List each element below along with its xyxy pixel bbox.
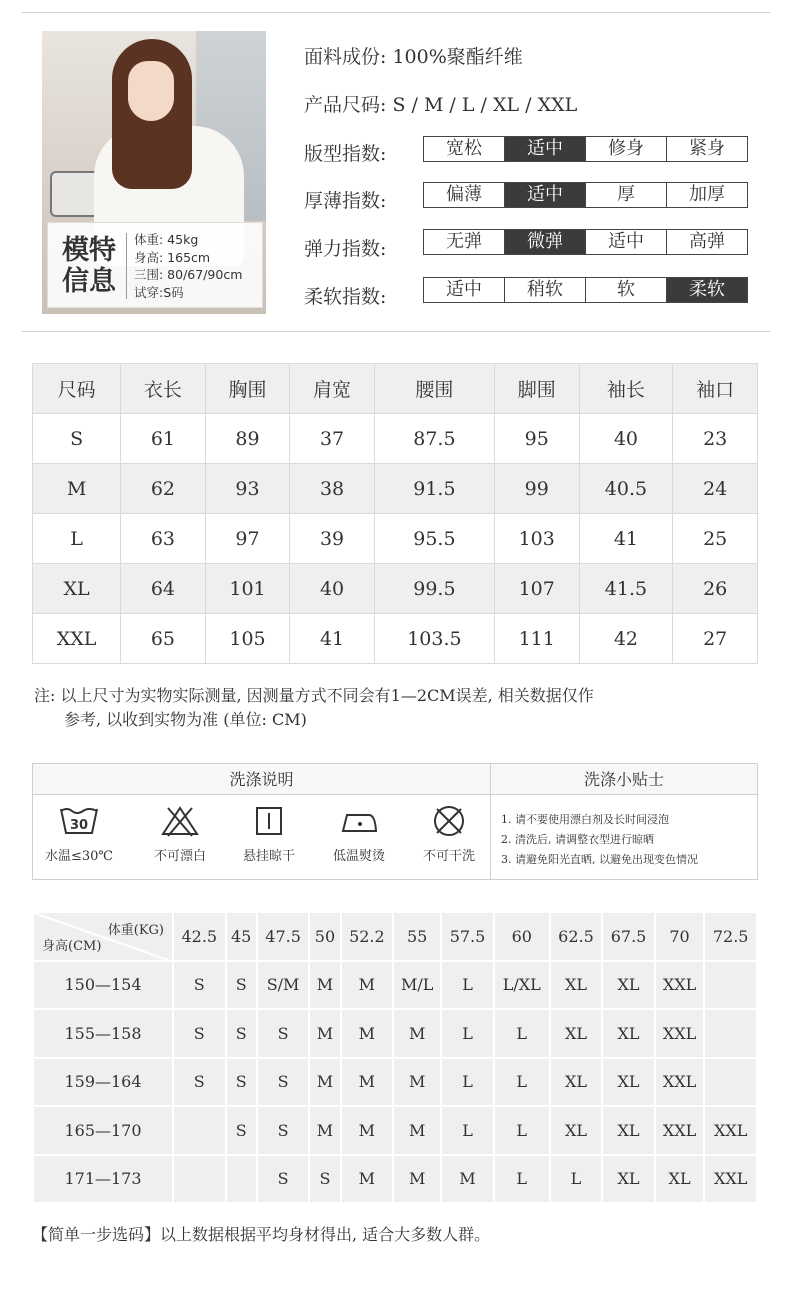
table-cell: XL bbox=[33, 564, 121, 614]
model-info-title: 模特 信息 bbox=[62, 235, 116, 297]
size-cell: XXL bbox=[655, 1009, 704, 1058]
size-cell: XL bbox=[550, 1058, 603, 1107]
softness-option: 软 bbox=[585, 278, 666, 302]
weight-cell: 52.2 bbox=[341, 912, 394, 961]
wash-item-label: 水温≤30℃ bbox=[45, 849, 113, 864]
height-cell: 159—164 bbox=[33, 1058, 173, 1107]
footer-note: 【简单一步选码】以上数据根据平均身材得出, 适合大多数人群。 bbox=[32, 1225, 491, 1244]
size-cell: L bbox=[494, 1009, 550, 1058]
table-cell: XXL bbox=[33, 614, 121, 664]
size-cell bbox=[173, 1106, 226, 1155]
washing-tips bbox=[501, 810, 698, 870]
table-row bbox=[33, 1155, 757, 1204]
fit-option: 修身 bbox=[585, 137, 666, 161]
table-cell: 39 bbox=[290, 514, 375, 564]
table-cell: 93 bbox=[205, 464, 290, 514]
size-cell: XL bbox=[602, 1009, 655, 1058]
product-sizes: 产品尺码: S / M / L / XL / XXL bbox=[304, 94, 578, 116]
table-row bbox=[33, 414, 758, 464]
table-cell: 41 bbox=[579, 514, 673, 564]
elasticity-option-selected: 微弹 bbox=[504, 230, 585, 254]
weight-cell: 67.5 bbox=[602, 912, 655, 961]
header-cell: 尺码 bbox=[33, 364, 121, 414]
thickness-option: 厚 bbox=[585, 183, 666, 207]
table-cell: 27 bbox=[673, 614, 758, 664]
wash-item bbox=[134, 805, 226, 864]
weight-cell: 47.5 bbox=[257, 912, 310, 961]
fit-option-selected: 适中 bbox=[504, 137, 585, 161]
size-cell: M bbox=[309, 1058, 340, 1107]
table-cell: 61 bbox=[121, 414, 206, 464]
size-cell: M bbox=[341, 1058, 394, 1107]
size-cell bbox=[704, 961, 757, 1010]
table-cell: S bbox=[33, 414, 121, 464]
size-cell bbox=[173, 1155, 226, 1204]
weight-height-chart bbox=[32, 911, 758, 1204]
size-cell: S bbox=[226, 1058, 257, 1107]
table-row bbox=[33, 1058, 757, 1107]
table-cell: M bbox=[33, 464, 121, 514]
no-bleach-icon bbox=[160, 805, 200, 837]
thickness-option-selected: 适中 bbox=[504, 183, 585, 207]
size-cell: XL bbox=[602, 1155, 655, 1204]
fit-index-scale bbox=[423, 136, 748, 162]
size-cell: L bbox=[550, 1155, 603, 1204]
size-cell: S bbox=[309, 1155, 340, 1204]
section-divider bbox=[22, 331, 770, 332]
size-cell bbox=[704, 1009, 757, 1058]
model-info-box bbox=[47, 222, 263, 308]
model-info-details bbox=[134, 231, 242, 301]
size-cell: M bbox=[309, 961, 340, 1010]
table-cell: 38 bbox=[290, 464, 375, 514]
size-cell: XL bbox=[550, 1009, 603, 1058]
size-cell: XXL bbox=[655, 1106, 704, 1155]
table-cell: 97 bbox=[205, 514, 290, 564]
table-cell: 24 bbox=[673, 464, 758, 514]
weight-cell: 55 bbox=[393, 912, 441, 961]
header-cell: 肩宽 bbox=[290, 364, 375, 414]
size-cell: M bbox=[393, 1106, 441, 1155]
wash-item bbox=[33, 805, 125, 864]
model-fitting: 试穿:S码 bbox=[134, 284, 184, 300]
elasticity-option: 高弹 bbox=[666, 230, 747, 254]
fit-option: 宽松 bbox=[446, 138, 482, 159]
size-cell: L bbox=[441, 961, 494, 1010]
wash-30-icon bbox=[59, 805, 99, 837]
height-cell: 165—170 bbox=[33, 1106, 173, 1155]
header-cell: 袖长 bbox=[579, 364, 673, 414]
size-cell bbox=[704, 1058, 757, 1107]
header-cell: 衣长 bbox=[121, 364, 206, 414]
size-cell: XL bbox=[602, 1106, 655, 1155]
table-row bbox=[33, 464, 758, 514]
size-cell: S bbox=[257, 1009, 310, 1058]
elasticity-index-label: 弹力指数: bbox=[304, 238, 387, 260]
size-cell: M bbox=[393, 1058, 441, 1107]
table-row bbox=[33, 514, 758, 564]
softness-index-label: 柔软指数: bbox=[304, 286, 387, 308]
weight-cell: 57.5 bbox=[441, 912, 494, 961]
size-cell: S bbox=[226, 1106, 257, 1155]
table-cell: 105 bbox=[205, 614, 290, 664]
height-cell: 150—154 bbox=[33, 961, 173, 1010]
weight-cell: 70 bbox=[655, 912, 704, 961]
table-cell: 40.5 bbox=[579, 464, 673, 514]
size-cell: XXL bbox=[655, 1058, 704, 1107]
elasticity-index-scale bbox=[423, 229, 748, 255]
table-row bbox=[33, 564, 758, 614]
table-cell: 95 bbox=[494, 414, 579, 464]
size-cell: S bbox=[173, 1009, 226, 1058]
size-cell: M bbox=[393, 1009, 441, 1058]
table-cell: 87.5 bbox=[374, 414, 494, 464]
table-cell: 37 bbox=[290, 414, 375, 464]
top-divider bbox=[22, 12, 770, 13]
thickness-option: 偏薄 bbox=[446, 184, 482, 205]
wash-item-label: 低温熨烫 bbox=[332, 849, 385, 864]
size-cell: S bbox=[257, 1058, 310, 1107]
size-cell: XL bbox=[550, 1106, 603, 1155]
size-cell: S bbox=[257, 1155, 310, 1204]
size-cell: M bbox=[341, 961, 394, 1010]
softness-option-selected: 柔软 bbox=[666, 278, 747, 302]
table-cell: 41.5 bbox=[579, 564, 673, 614]
size-cell: L bbox=[494, 1155, 550, 1204]
chart-corner-cell bbox=[33, 912, 173, 961]
size-table bbox=[32, 363, 758, 664]
table-cell: 89 bbox=[205, 414, 290, 464]
washing-tip: 1. 请不要使用漂白剂及长时间浸泡 bbox=[501, 813, 669, 826]
table-cell: 40 bbox=[579, 414, 673, 464]
washing-tip: 2. 清洗后, 请调整衣型进行晾晒 bbox=[501, 833, 654, 846]
wash-item bbox=[313, 805, 405, 864]
table-cell: 103 bbox=[494, 514, 579, 564]
size-table-header bbox=[33, 364, 758, 414]
table-cell: L bbox=[33, 514, 121, 564]
table-cell: 41 bbox=[290, 614, 375, 664]
header-cell: 脚围 bbox=[494, 364, 579, 414]
size-cell: L bbox=[494, 1106, 550, 1155]
height-cell: 171—173 bbox=[33, 1155, 173, 1204]
table-cell: 25 bbox=[673, 514, 758, 564]
weight-cell: 45 bbox=[226, 912, 257, 961]
table-row bbox=[33, 614, 758, 664]
size-cell: XL bbox=[602, 961, 655, 1010]
elasticity-option: 无弹 bbox=[446, 231, 482, 252]
wash-item-label: 不可干洗 bbox=[422, 849, 475, 864]
table-cell: 23 bbox=[673, 414, 758, 464]
measurement-note-line2: 参考, 以收到实物为准 (单位: CM) bbox=[64, 710, 307, 729]
table-cell: 40 bbox=[290, 564, 375, 614]
weight-cell: 50 bbox=[309, 912, 340, 961]
table-cell: 64 bbox=[121, 564, 206, 614]
wash-item-label: 不可漂白 bbox=[153, 849, 206, 864]
softness-option: 适中 bbox=[446, 279, 482, 300]
size-cell bbox=[226, 1155, 257, 1204]
fit-index-label: 版型指数: bbox=[304, 143, 387, 165]
weight-cell: 60 bbox=[494, 912, 550, 961]
softness-index-scale bbox=[423, 277, 748, 303]
height-axis-label: 身高(CM) bbox=[42, 938, 102, 954]
table-cell: 65 bbox=[121, 614, 206, 664]
size-cell: L bbox=[441, 1106, 494, 1155]
wash-item-label: 悬挂晾干 bbox=[242, 849, 295, 864]
weight-axis-label: 体重(KG) bbox=[107, 923, 164, 938]
size-cell: S bbox=[226, 1009, 257, 1058]
table-cell: 101 bbox=[205, 564, 290, 614]
size-cell: XXL bbox=[655, 961, 704, 1010]
weight-cell: 42.5 bbox=[173, 912, 226, 961]
table-cell: 103.5 bbox=[374, 614, 494, 664]
size-cell: L bbox=[441, 1058, 494, 1107]
thickness-index-scale bbox=[423, 182, 748, 208]
header-cell: 腰围 bbox=[374, 364, 494, 414]
elasticity-option: 适中 bbox=[585, 230, 666, 254]
size-cell: S bbox=[226, 961, 257, 1010]
model-weight: 体重: 45kg bbox=[134, 232, 199, 247]
softness-option: 稍软 bbox=[504, 278, 585, 302]
size-cell: L/XL bbox=[494, 961, 550, 1010]
weight-header-row bbox=[33, 912, 757, 961]
table-cell: 91.5 bbox=[374, 464, 494, 514]
no-dry-clean-icon bbox=[429, 805, 469, 837]
fit-option: 紧身 bbox=[666, 137, 747, 161]
table-cell: 107 bbox=[494, 564, 579, 614]
size-cell: S/M bbox=[257, 961, 310, 1010]
size-cell: M bbox=[341, 1009, 394, 1058]
size-cell: XL bbox=[655, 1155, 704, 1204]
measurement-note-line1: 注: 以上尺寸为实物实际测量, 因测量方式不同会有1—2CM误差, 相关数据仅作 bbox=[34, 686, 594, 705]
size-cell: M/L bbox=[393, 961, 441, 1010]
size-cell: L bbox=[494, 1058, 550, 1107]
wash-item bbox=[223, 805, 315, 864]
size-cell: XL bbox=[550, 961, 603, 1010]
table-row bbox=[33, 1009, 757, 1058]
washing-tip: 3. 请避免阳光直晒, 以避免出现变色情况 bbox=[501, 853, 698, 866]
size-cell: M bbox=[341, 1106, 394, 1155]
thickness-index-label: 厚薄指数: bbox=[304, 190, 387, 212]
size-cell: XL bbox=[602, 1058, 655, 1107]
table-row bbox=[33, 961, 757, 1010]
table-cell: 99 bbox=[494, 464, 579, 514]
size-cell: M bbox=[341, 1155, 394, 1204]
washing-tips-title: 洗涤小贴士 bbox=[491, 764, 757, 795]
size-cell: S bbox=[173, 1058, 226, 1107]
wash-temp-number: 30 bbox=[69, 818, 89, 833]
table-cell: 99.5 bbox=[374, 564, 494, 614]
size-cell: XXL bbox=[704, 1106, 757, 1155]
table-cell: 26 bbox=[673, 564, 758, 614]
model-measurements: 三围: 80/67/90cm bbox=[134, 267, 243, 282]
table-row bbox=[33, 1106, 757, 1155]
fabric-composition: 面料成份: 100%聚酯纤维 bbox=[304, 46, 523, 68]
size-cell: S bbox=[257, 1106, 310, 1155]
header-cell: 袖口 bbox=[673, 364, 758, 414]
height-cell: 155—158 bbox=[33, 1009, 173, 1058]
model-height: 身高: 165cm bbox=[134, 249, 211, 265]
weight-cell: 72.5 bbox=[704, 912, 757, 961]
wash-item bbox=[403, 805, 495, 864]
table-cell: 62 bbox=[121, 464, 206, 514]
table-cell: 42 bbox=[579, 614, 673, 664]
washing-title: 洗涤说明 bbox=[33, 764, 491, 795]
header-cell: 胸围 bbox=[205, 364, 290, 414]
size-cell: M bbox=[441, 1155, 494, 1204]
table-cell: 111 bbox=[494, 614, 579, 664]
table-cell: 95.5 bbox=[374, 514, 494, 564]
washing-panel bbox=[32, 763, 758, 880]
size-cell: M bbox=[309, 1106, 340, 1155]
thickness-option: 加厚 bbox=[666, 183, 747, 207]
size-cell: XXL bbox=[704, 1155, 757, 1204]
size-cell: L bbox=[441, 1009, 494, 1058]
hang-dry-icon bbox=[249, 805, 289, 837]
table-cell: 63 bbox=[121, 514, 206, 564]
size-cell: M bbox=[393, 1155, 441, 1204]
weight-cell: 62.5 bbox=[550, 912, 603, 961]
size-cell: S bbox=[173, 961, 226, 1010]
low-iron-icon bbox=[339, 805, 379, 837]
size-cell: M bbox=[309, 1009, 340, 1058]
